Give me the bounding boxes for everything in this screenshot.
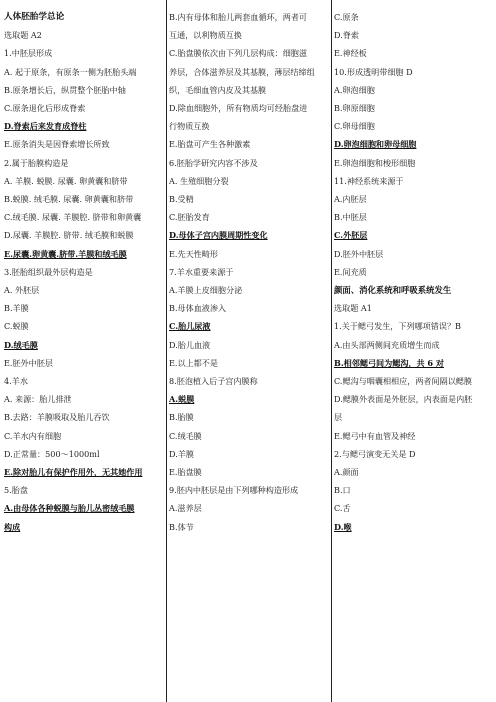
- text-line: E.以上都不是: [169, 357, 218, 368]
- document-title: 人体胚胎学总论: [4, 12, 65, 22]
- text-line: C.绒毛膜. 尿囊. 羊膜腔. 脐带和卵黄囊: [4, 212, 142, 223]
- text-line: B.胎膜: [169, 412, 194, 423]
- text-line: D.尿囊. 羊膜腔. 脐带. 绒毛膜和蜕膜: [4, 230, 134, 241]
- text-line: 9.胚内中胚层是由下列哪种构造形成: [169, 485, 299, 496]
- text-line: A. 羊膜. 蜕膜. 尿囊. 卵黄囊和脐带: [4, 175, 128, 186]
- answer-line: D.绒毛膜: [4, 339, 38, 350]
- text-line: 2.属于胎膜构造是: [4, 157, 69, 168]
- text-line: E.鳃弓中有血管及神经: [334, 430, 416, 441]
- text-line: B.原条增长后，纵贯整个胚胎中轴: [4, 84, 126, 95]
- text-line: 4.羊水: [4, 376, 28, 387]
- text-line: B.去路：羊膜吸取及胎儿吞饮: [4, 412, 110, 423]
- text-line: B.受精: [169, 194, 194, 205]
- answer-line: E.除对胎儿有保护作用外，无其她作用: [4, 467, 143, 478]
- answer-line: C.外胚层: [334, 230, 368, 241]
- text-line: A.羊膜上皮细胞分泌: [169, 285, 243, 296]
- text-line: D.除血细胞外，所有物质均可经胎盘进: [169, 103, 308, 114]
- answer-line: D.脊索后来发育成脊柱: [4, 121, 87, 132]
- answer-line: D.卵泡细胞和卵母细胞: [334, 139, 417, 150]
- text-line: D.正常量：500～1000ml: [4, 448, 100, 459]
- text-line: 养层，合体滋养层及其基膜，薄层结缔组: [169, 66, 315, 77]
- text-line: B.蜕膜. 绒毛膜. 尿囊. 卵黄囊和脐带: [4, 194, 134, 205]
- text-line: C.原条: [334, 12, 359, 22]
- text-line: 1.关于鳃弓发生，下列哪项错误？B: [334, 321, 461, 332]
- text-line: 11.神经系统来源于: [334, 175, 404, 186]
- text-line: B.羊膜: [4, 303, 29, 314]
- text-line: 选取题 A2: [4, 30, 42, 41]
- text-line: B.母体血液渗入: [169, 303, 227, 314]
- answer-line: E.尿囊.卵黄囊.脐带.羊膜和绒毛膜: [4, 248, 127, 259]
- answer-line: C.胎儿尿液: [169, 321, 211, 332]
- column-middle: [169, 0, 330, 702]
- text-line: C.羊水内有细胞: [4, 430, 62, 441]
- text-line: E.神经板: [334, 48, 367, 59]
- text-line: A. 起于原条，有原条一侧为胚胎头端: [4, 66, 137, 77]
- answer-line: 构成: [4, 521, 21, 532]
- text-line: E.间充质: [334, 266, 367, 277]
- text-line: 层: [334, 412, 343, 423]
- answer-line: A.蜕膜: [169, 394, 195, 405]
- text-line: E.原条消失是因脊索增长所致: [4, 139, 110, 150]
- text-line: 1.中胚层形成: [4, 48, 53, 59]
- text-line: A.内胚层: [334, 194, 367, 205]
- text-line: B.内有母体和胎儿两套血循环，两者可: [169, 12, 308, 22]
- text-line: D.羊膜: [169, 448, 194, 459]
- column-right: [334, 0, 492, 702]
- text-line: 选取题 A1: [334, 303, 372, 314]
- text-line: C.胚胎发育: [169, 212, 210, 223]
- text-line: C.蜕膜: [4, 321, 29, 332]
- answer-line: B.相邻鳃弓间为鳃沟，共 6 对: [334, 357, 444, 368]
- text-line: 7.羊水重要来源于: [169, 266, 234, 277]
- text-line: C.卵母细胞: [334, 121, 375, 132]
- section-heading: 颜面、消化系统和呼吸系统发生: [334, 285, 452, 296]
- text-line: 6.胚胎学研究内容不涉及: [169, 157, 258, 168]
- text-line: A. 外胚层: [4, 285, 40, 296]
- column-divider: [166, 0, 167, 702]
- text-line: B.卵原细胞: [334, 103, 375, 114]
- text-line: 互通，以利物质互换: [169, 30, 242, 41]
- text-line: C.胎盘膜依次由下列几层构成：细胞滋: [169, 48, 307, 59]
- text-line: E.先天性畸形: [169, 248, 218, 259]
- text-line: A.由头部两侧间充质增生而成: [334, 339, 440, 350]
- text-line: A. 生殖细胞分裂: [169, 175, 229, 186]
- text-line: B.中胚层: [334, 212, 367, 223]
- text-line: A.滋养层: [169, 503, 202, 514]
- column-left: [4, 0, 165, 702]
- text-line: E.卵泡细胞和梭形细胞: [334, 157, 416, 168]
- text-line: 3.胚胎组织最外层构造是: [4, 266, 93, 277]
- text-line: 10.形成透明带细胞 D: [334, 66, 413, 77]
- text-line: D.胚外中胚层: [334, 248, 384, 259]
- text-line: 2.与鳃弓演变无关是 D: [334, 448, 416, 459]
- text-line: A.卵泡细胞: [334, 84, 375, 95]
- answer-line: A.由母体各种蜕膜与胎儿丛密绒毛膜: [4, 503, 135, 514]
- text-line: D.脊索: [334, 30, 359, 41]
- text-line: C.鳃沟与咽囊相相应，两者间隔以鳃膜: [334, 376, 472, 387]
- text-line: B.口: [334, 485, 351, 496]
- text-line: A.颜面: [334, 467, 359, 478]
- text-line: D.鳃膜外表面是外胚层，内表面是内胚: [334, 394, 473, 405]
- text-line: 5.胎盘: [4, 485, 28, 496]
- text-line: D.胎儿血液: [169, 339, 211, 350]
- answer-line: D.母体子宫内膜周期性变化: [169, 230, 268, 241]
- text-line: C.原条退化后形成脊索: [4, 103, 86, 114]
- answer-line: D.喉: [334, 521, 352, 532]
- text-line: 织，毛细血管内皮及其基膜: [169, 84, 267, 95]
- text-line: A. 来源：胎儿排泄: [4, 394, 72, 405]
- text-line: 8.胚泡植入后子宫内膜称: [169, 376, 258, 387]
- column-divider: [331, 0, 332, 702]
- text-line: E.胎盘可产生各种激素: [169, 139, 251, 150]
- text-line: E.胎盘膜: [169, 467, 202, 478]
- text-line: E.胚外中胚层: [4, 357, 53, 368]
- text-line: C.舌: [334, 503, 351, 514]
- text-line: B.体节: [169, 521, 194, 532]
- text-line: 行物质互换: [169, 121, 210, 132]
- text-line: C.绒毛膜: [169, 430, 202, 441]
